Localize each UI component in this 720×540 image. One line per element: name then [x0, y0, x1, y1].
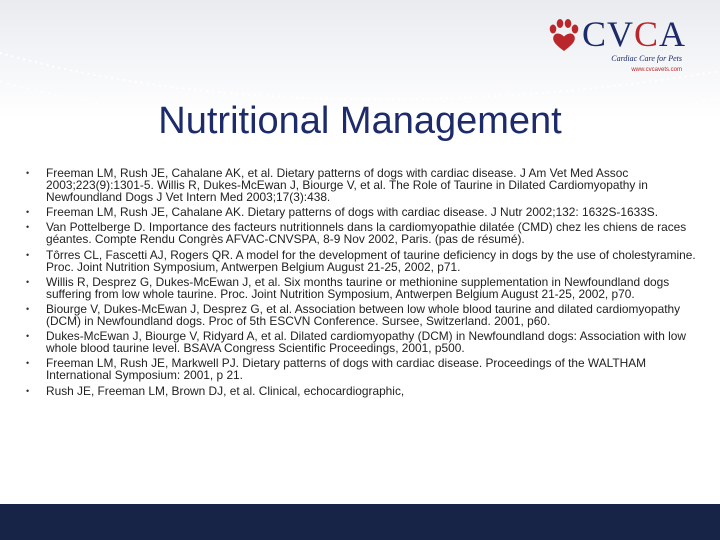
reference-item	[22, 303, 702, 327]
bullet-dot: •	[26, 303, 30, 314]
logo-tagline: Cardiac Care for Pets	[611, 54, 682, 63]
bullet-dot: •	[26, 207, 30, 218]
bullet-dot: •	[26, 331, 30, 342]
bullet-dot: •	[26, 385, 30, 396]
reference-item	[22, 221, 702, 245]
paw-heart-icon	[546, 18, 582, 54]
slide-title: Nutritional Management	[158, 100, 562, 142]
bullet-dot: •	[26, 358, 30, 369]
logo-wordmark-c: C	[634, 14, 660, 54]
logo-wordmark-cv: CV	[582, 14, 635, 54]
bullet-dot: •	[26, 168, 30, 178]
reference-item	[22, 206, 702, 218]
reference-text: Willis R, Desprez G, Dukes-McEwan J, et al. Six months taurine or methionine supplementation in Newfoundland dogs suffering from low whole taurine. Proc. Joint Nutrition Symposium, Antwerpen Belgium August 21-25, 2002, p70.	[46, 274, 670, 301]
reference-item	[22, 167, 702, 203]
logo-wordmark	[582, 14, 686, 54]
reference-text: Biourge V, Dukes-McEwan J, Desprez G, et al. Association between low whole blood taurine and dilated cardiomyopathy (DCM) in Newfoundland dogs. Proc of 5th ESCVN Conference. Sursee, Switzerland. 2001, p60.	[46, 301, 681, 329]
reference-item	[22, 249, 702, 273]
logo-url: www.cvcavets.com	[631, 67, 682, 73]
bullet-dot: •	[26, 222, 30, 233]
reference-text: Van Pottelberge D. Importance des facteurs nutritionnels dans la cardiomyopathie dilatée (CMD) chez les chiens de races géantes. Compte Rendu Congrès AFVAC-CNVSPA, 8-9 Nov 2002, Paris. (pas de résumé).	[46, 220, 687, 247]
reference-item	[22, 357, 702, 381]
reference-text: Tôrres CL, Fascetti AJ, Rogers QR. A model for the development of taurine deficiency in dogs by the use of cholestyramine. Proc. Joint Nutrition Symposium, Antwerpen Belgium August 21-25, 2002, p71.	[46, 247, 696, 274]
reference-text: Dukes-McEwan J, Biourge V, Ridyard A, et al. Dilated cardiomyopathy (DCM) in Newfoundland dogs: Association with low whole blood taurine level. BSAVA Congress Scientific Proceedings, 2001, p500.	[46, 329, 686, 356]
bullet-dot: •	[26, 249, 30, 260]
reference-item	[22, 385, 702, 397]
logo-wordmark-a: A	[659, 14, 687, 54]
reference-text: Freeman LM, Rush JE, Cahalane AK. Dietary patterns of dogs with cardiac disease. J Nutr 2002;132: 1632S-1633S.	[46, 205, 659, 220]
reference-text: Rush JE, Freeman LM, Brown DJ, et al. Clinical, echocardiographic,	[46, 383, 405, 398]
reference-item	[22, 330, 702, 354]
reference-text: Freeman LM, Rush JE, Cahalane AK, et al. Dietary patterns of dogs with cardiac disease. J Am Vet Med Assoc 2003;223(9):1301-5. Willis R, Dukes-McEwan J, Biourge V, et al. The Role of Taurine in Dilated Cardiomyopathy in Newfoundland Dogs J Vet Intern Med 2003;17(3):438.	[46, 166, 648, 205]
bullet-dot: •	[26, 276, 30, 287]
reference-text: Freeman LM, Rush JE, Markwell PJ. Dietary patterns of dogs with cardiac disease. Proceedings of the WALTHAM International Symposium: 2001, p 21.	[46, 356, 647, 383]
footer-bar	[0, 504, 720, 540]
cvca-logo	[546, 16, 696, 78]
reference-item	[22, 276, 702, 300]
reference-list	[22, 167, 702, 397]
